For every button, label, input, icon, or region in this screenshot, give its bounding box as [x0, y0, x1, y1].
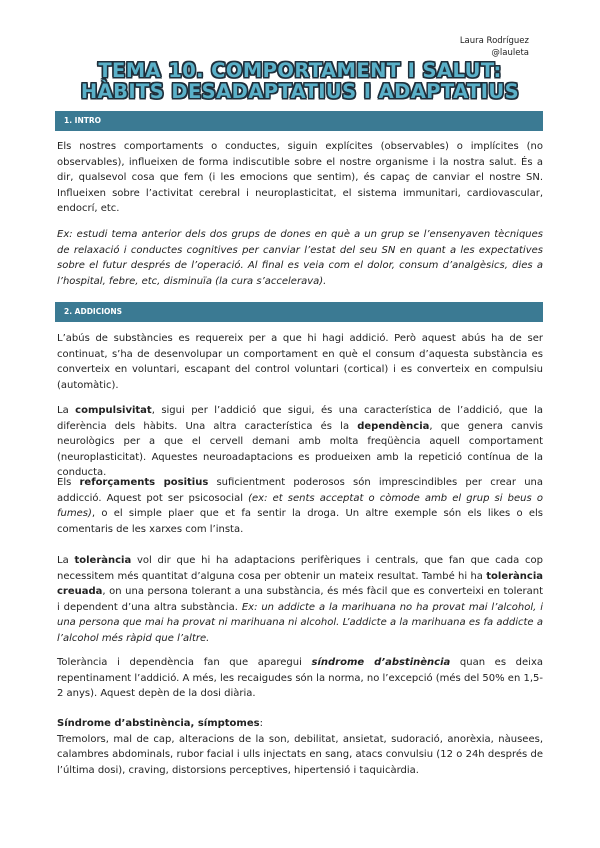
subheading-simptomes: Síndrome d’abstinència, símptomes	[57, 718, 260, 729]
italic-example: Ex: un addicte a la marihuana no ha provat mai l’alcohol, i una persona que mai ha provat ni marihuana ni alcohol. L’addicte a la marihuana es fa addicte a l’alcohol més ràpid que l’altre.	[57, 601, 543, 644]
text-segment: , sigui per l’addició que sigui, és una característica de l’addició, que la diferència dels hàbits. Una altra característica és la	[57, 405, 543, 432]
text-segment: Els	[57, 477, 80, 488]
text-segment: :	[259, 718, 263, 729]
symptoms-list: Tremolors, mal de cap, alteracions de la son, debilitat, ansietat, sudoració, anorèxia, nàusees, calambres abdominals, rubor facial i ulls injectats en sang, atacs convulsiu (12 o 24h després de l’última dosi), craving, distorsions perceptives, hipertensió i taquicàrdia.	[57, 733, 543, 776]
intro-example-paragraph: Ex: estudi tema anterior dels dos grups de dones en què a un grup se l’ensenyaven tècniques de relaxació i conductes cognitives per canviar l’estat del seu SN en quant a les expectatives sobre el futur després de l’operació. Al final es veia com el dolor, consum d’analgèsics, dies a l’hospital, febre, etc, disminuïa (la cura s’accelerava).	[57, 229, 543, 287]
addicions-paragraph-reforcaments	[57, 475, 543, 537]
text-segment: La	[57, 555, 75, 566]
bold-term: compulsivitat	[75, 405, 152, 416]
bold-italic-term: síndrome d’abstinència	[311, 657, 451, 668]
text-segment: quan es deixa repentinament l’addició. A més, les recaigudes són la norma, no l’excepció (més del 50% en 1,5-2 anys). Aquest depèn de la dosi diària.	[57, 657, 543, 700]
text-segment: La	[57, 405, 76, 416]
bold-term: reforçaments positius	[79, 477, 209, 488]
bold-term: dependència	[357, 420, 430, 432]
section-header-addicions: 2. ADDICIONS	[55, 302, 543, 322]
addicions-paragraph-1: L’abús de substàncies es requereix per a que hi hagi addició. Però aquest abús ha de ser continuat, s’ha de desenvolupar un comportament en què el consum d’aquesta substància es converteix en voluntari, escapant del control voluntari (cortical) i es converteix en compulsiu (automàtic).	[57, 333, 543, 391]
author-block	[460, 35, 529, 59]
text-segment: , que genera canvis neurològics per a que el cervell demani amb molta freqüència aquell comportament (neuroplasticitat). Aquestes neuroadaptacions es produeixen amb la repetició contínua de la conducta.	[57, 420, 543, 479]
text-segment: , on una persona tolerant a una substància, és més fàcil que es converteixi en tolerant i dependent d’una altra substància.	[57, 586, 543, 613]
text-segment: vol dir que hi ha adaptacions perifèriques i centrals, que fan que cada cop necessitem més quantitat d’alguna cosa per obtenir un mateix resultat. També hi ha	[57, 555, 543, 582]
author-name: Laura Rodríguez	[459, 36, 529, 46]
page-title-line-2: HÀBITS DESADAPTATIUS I ADAPTATIUS	[80, 80, 520, 103]
bold-term: tolerància	[74, 555, 132, 566]
addicions-paragraph-compulsivitat	[57, 403, 543, 481]
italic-example: (ex: et sents acceptat o còmode amb el grup si beus o fumes)	[57, 492, 543, 520]
section-header-intro: 1. INTRO	[55, 111, 543, 131]
text-segment: suficientment poderosos són imprescindibles per crear una addicció. Aquest pot ser psicosocial	[57, 477, 543, 504]
bold-term: tolerància creuada	[57, 570, 543, 598]
addicions-paragraph-simptomes	[57, 716, 543, 778]
text-segment: Tolerància i dependència fan que aparegui	[57, 657, 312, 668]
addicions-paragraph-abstinencia	[57, 655, 543, 702]
page-title-line-1: TEMA 10. COMPORTAMENT I SALUT:	[98, 59, 502, 82]
author-handle: @lauleta	[491, 48, 529, 58]
addicions-paragraph-tolerancia	[57, 553, 543, 647]
intro-paragraph-1: Els nostres comportaments o conductes, siguin explícites (observables) o implícites (no observables), influeixen de forma indiscutible sobre el nostre organisme i la nostra salut. És a dir, qualsevol cosa que fem (i les emocions que sentim), és capaç de canviar el nostre SN. Influeixen sobre l’activitat cerebral i neuroplasticitat, el sistema immunitari, cardiovascular, endocrí, etc.	[57, 141, 543, 215]
text-segment: , o el simple plaer que et fa sentir la droga. Un altre exemple són els likes o els comentaris de les xarxes com l’insta.	[57, 508, 543, 535]
